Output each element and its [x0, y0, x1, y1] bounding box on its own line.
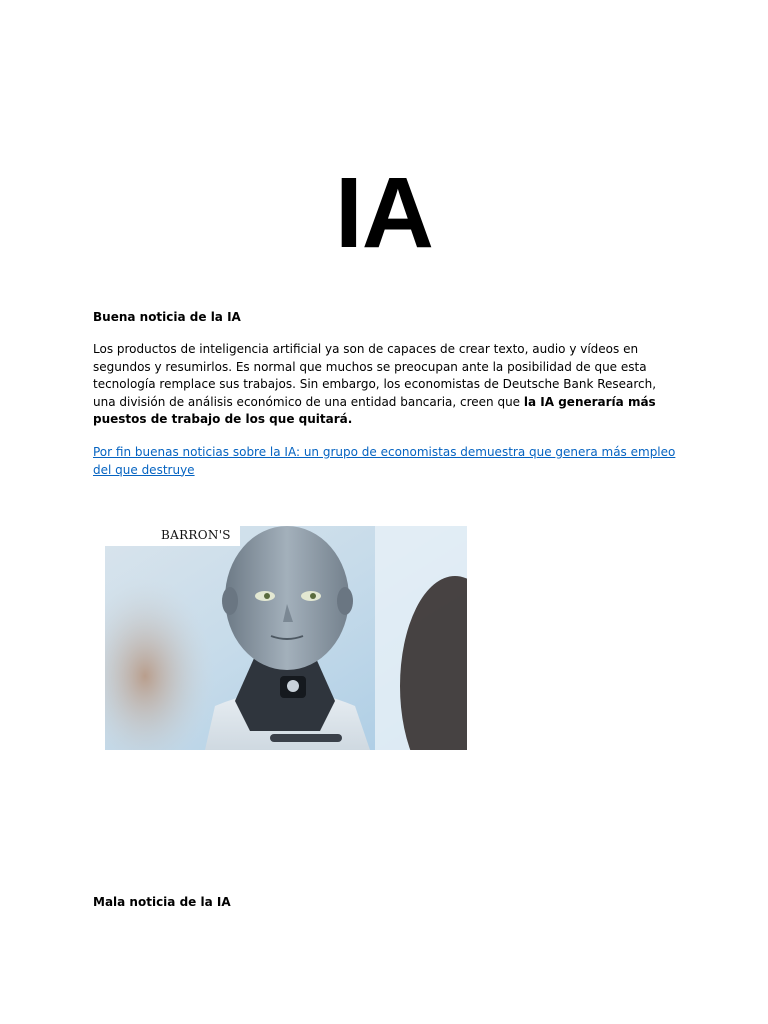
barrons-logo-box [105, 526, 240, 546]
paragraph-text: Los productos de inteligencia artificial ya son de capaces de crear texto, audio y vídeos en segundos y resumirlos. Es normal que muchos se preocupan ante la posibilidad de que esta tecnología remplace sus trabajos. Sin embargo, los economistas de Deutsche Bank Research, una división de análisis económico de una entidad bancaria, creen que [93, 342, 657, 409]
paragraph-bold-text: la IA generaría más puestos de trabajo de los que quitará. [93, 394, 656, 426]
robot-illustration [105, 526, 467, 750]
robot-photo [105, 526, 467, 750]
section-heading-bad-news: Mala noticia de la IA [93, 895, 231, 909]
article-link[interactable]: Por fin buenas noticias sobre la IA: un grupo de economistas demuestra que genera más empleo del que destruye [93, 445, 676, 477]
section-heading-good-news: Buena noticia de la IA [93, 310, 241, 324]
page-title: IA [335, 157, 433, 269]
barrons-logo-text: BARRON'S [161, 528, 231, 542]
article-paragraph [93, 341, 677, 429]
